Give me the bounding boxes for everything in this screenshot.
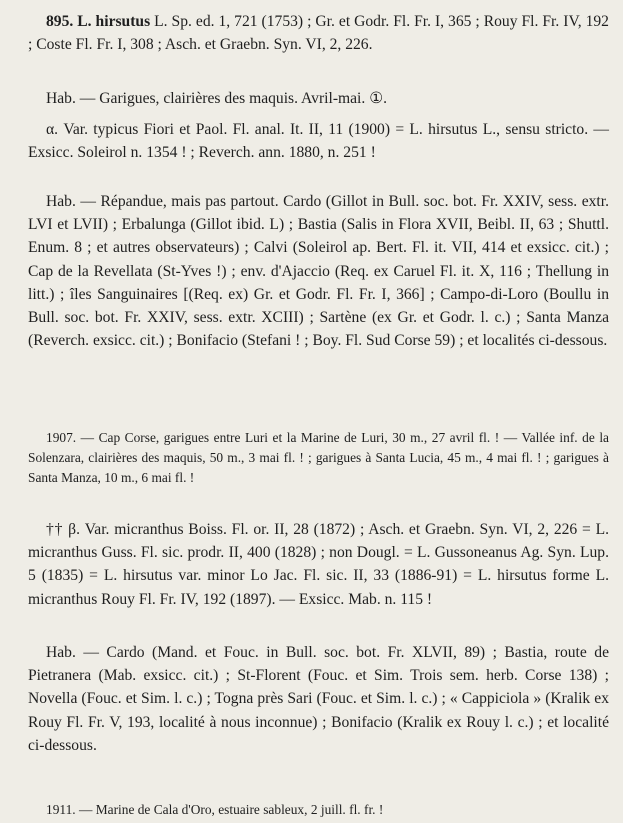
entry-citation: L. Sp. ed. 1, 721 (1753) ; Gr. et Godr. Fl. Fr. I, 365 ; Rouy Fl. Fr. IV, 192 ; Coste Fl. Fr. I, 308 ; Asch. et Graebn. Syn. VI, 2, 226.: [28, 13, 609, 54]
habitat-beta: Hab. — Cardo (Mand. et Fouc. in Bull. soc. bot. Fr. XLVII, 89) ; Bastia, route de Pietranera (Mab. exsicc. cit.) ; St-Florent (Fouc. et Sim. Trois sem. herb. Corse 138) ; Novella (Fouc. et Sim. l. c.) ; Togna près Sari (Fouc. et Sim. l. c.) ; « Cappiciola » (Kralik ex Rouy Fl. Fr. V, 193, localité à nous inconnue) ; Bonifacio (Kralik ex Rouy l. c.) ; et localité ci-dessous.: [28, 644, 609, 754]
habitat-main: Hab. — Garigues, clairières des maquis. Avril-mai. ①.: [46, 90, 388, 107]
entry-header: [28, 10, 609, 56]
note-1911: 1911. — Marine de Cala d'Oro, estuaire sableux, 2 juill. fl. fr. !: [46, 802, 384, 817]
variety-alpha: α. Var. typicus Fiori et Paol. Fl. anal. It. II, 11 (1900) = L. hirsutus L., sensu stricto. — Exsicc. Soleirol n. 1354 ! ; Reverch. ann. 1880, n. 251 !: [28, 121, 609, 162]
entry-name: L. hirsutus: [77, 13, 151, 30]
variety-beta: †† β. Var. micranthus Boiss. Fl. or. II, 28 (1872) ; Asch. et Graebn. Syn. VI, 2, 226 = L. micranthus Guss. Fl. sic. prodr. II, 400 (1828) ; non Dougl. = L. Gussoneanus Ag. Syn. Lup. 5 (1835) = L. hirsutus var. minor Lo Jac. Fl. sic. II, 33 (1886-91) = L. hirsutus forme L. micranthus Rouy Fl. Fr. IV, 192 (1897). — Exsicc. Mab. n. 115 !: [28, 521, 609, 608]
entry-number: 895.: [46, 13, 74, 30]
habitat-alpha: Hab. — Répandue, mais pas partout. Cardo (Gillot in Bull. soc. bot. Fr. XXIV, sess. extr. LVI et LVII) ; Erbalunga (Gillot ibid. L) ; Bastia (Salis in Flora XVII, Beibl. II, 63 ; Shuttl. Enum. 8 ; et autres observateurs) ; Calvi (Soleirol ap. Bert. Fl. it. VII, 414 et exsicc. cit.) ; Cap de la Revellata (St-Yves !) ; env. d'Ajaccio (Req. ex Caruel Fl. it. X, 116 ; Thellung in litt.) ; îles Sanguinaires [(Req. ex) Gr. et Godr. Fl. Fr. I, 366] ; Campo-di-Loro (Boullu in Bull. soc. bot. Fr. XXIV, sess. extr. XCIII) ; Sartène (ex Gr. et Godr. l. c.) ; Santa Manza (Reverch. exsicc. cit.) ; Bonifacio (Stefani ! ; Boy. Fl. Sud Corse 59) ; et localités ci-dessous.: [28, 193, 609, 350]
note-1907: 1907. — Cap Corse, garigues entre Luri et la Marine de Luri, 30 m., 27 avril fl. ! — Vallée inf. de la Solenzara, clairières des maquis, 50 m., 3 mai fl. ! ; garigues à Santa Lucia, 45 m., 4 mai fl. ! ; garigues à Santa Manza, 10 m., 6 mai fl. !: [28, 430, 609, 485]
